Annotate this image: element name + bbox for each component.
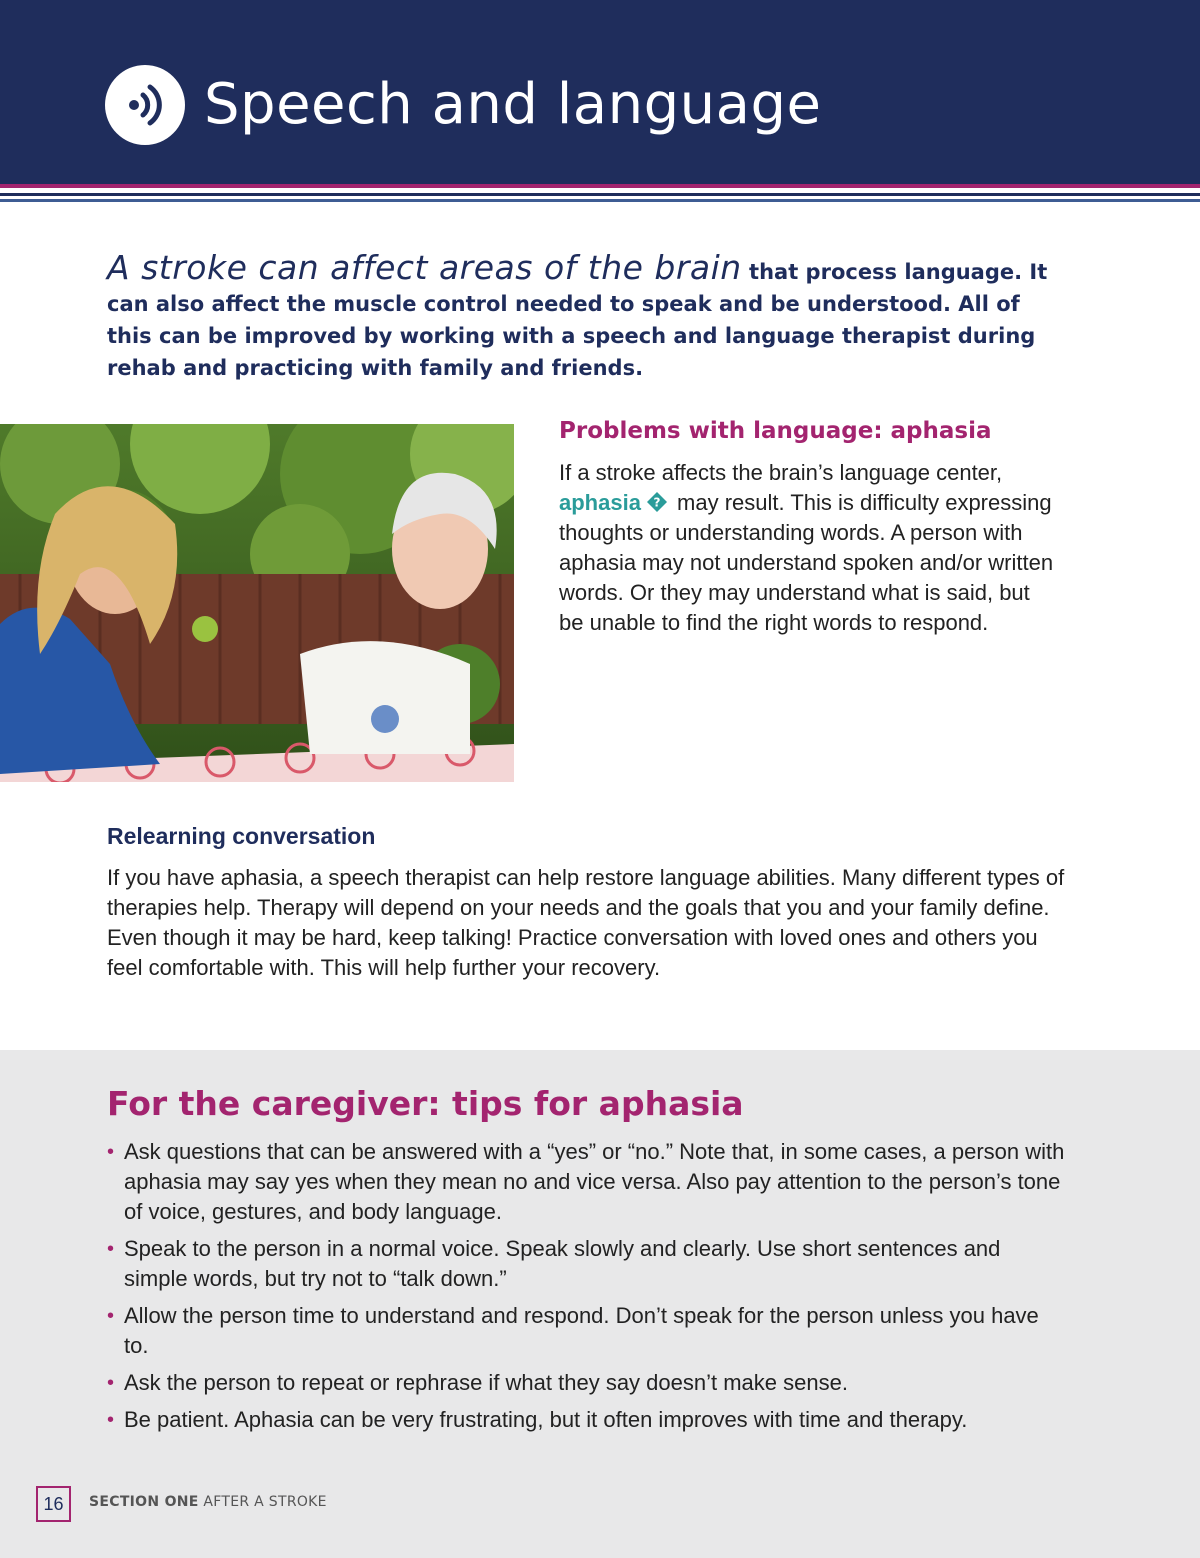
section-label-rest: AFTER A STROKE xyxy=(198,1494,327,1510)
list-item: • Be patient. Aphasia can be very frustrating, but it often improves with time and therapy. xyxy=(107,1405,1067,1435)
intro-lead: A stroke can affect areas of the brain xyxy=(107,248,742,287)
list-item: • Ask the person to repeat or rephrase if what they say doesn’t make sense. xyxy=(107,1368,1067,1398)
speech-waves-icon xyxy=(105,65,185,145)
glossary-term-aphasia[interactable]: aphasia xyxy=(559,490,641,515)
caregiver-heading: For the caregiver: tips for aphasia xyxy=(107,1084,744,1123)
svg-text:?: ? xyxy=(653,495,661,510)
section-label-bold: SECTION ONE xyxy=(89,1494,199,1510)
aphasia-text-before: If a stroke affects the brain’s language center, xyxy=(559,460,1003,485)
relearning-paragraph: If you have aphasia, a speech therapist can help restore language abilities. Many different types of therapies help. Therapy will depend on your needs and the goals that you and your family define. Even though it may be hard, keep talking! Practice conversation with loved ones and others you feel comfortable with. This will help further your recovery. xyxy=(107,865,1065,980)
list-item: • Ask questions that can be answered with a “yes” or “no.” Note that, in some cases, a person with aphasia may say yes when they mean no and vice versa. Also pay attention to the person’s tone of voice, gestures, and body language. xyxy=(107,1137,1067,1227)
page-title: Speech and language xyxy=(204,72,822,137)
aphasia-paragraph xyxy=(559,458,1059,638)
section-label xyxy=(89,1494,327,1510)
list-item: • Allow the person time to understand and respond. Don’t speak for the person unless you have to. xyxy=(107,1301,1067,1361)
glossary-diamond-icon xyxy=(647,490,667,510)
aphasia-heading: Problems with language: aphasia xyxy=(559,418,992,444)
aphasia-text-after: may result. This is difficulty expressing thoughts or understanding words. A person with aphasia may not understand spoken and/or written words. Or they may understand what is said, but be unable to find the right words to respond. xyxy=(559,490,1054,635)
page-number: 16 xyxy=(36,1486,71,1522)
caregiver-tips-list xyxy=(107,1137,1067,1442)
header-banner xyxy=(0,0,1200,184)
intro-paragraph xyxy=(107,248,1067,384)
intro-text: that process language. It can also affect the muscle control needed to speak and be understood. All of this can be improved by working with a speech and language therapist during rehab and practicing with family and friends. xyxy=(107,260,1048,380)
list-item: • Speak to the person in a normal voice. Speak slowly and clearly. Use short sentences and simple words, but try not to “talk down.” xyxy=(107,1234,1067,1294)
header-stripe xyxy=(0,199,1200,202)
photo-caregiver-and-patient xyxy=(0,424,514,782)
relearning-heading: Relearning conversation xyxy=(107,823,376,849)
